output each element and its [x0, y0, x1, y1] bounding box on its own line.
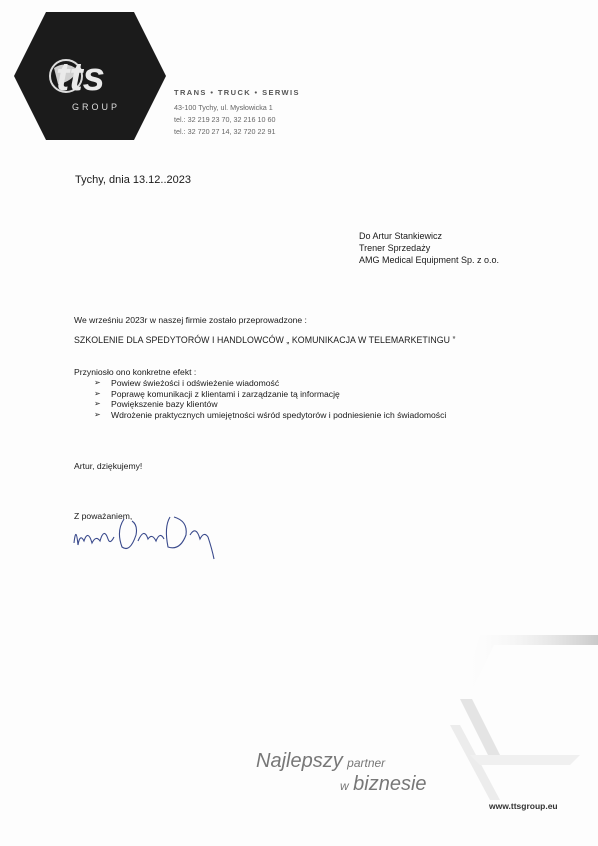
thanks-text: Artur, dziękujemy! — [74, 461, 143, 471]
list-item: ➢ Wdrożenie praktycznych umiejętności wśród spedytorów i podniesienie ich świadomości — [94, 409, 447, 420]
company-phone-2: tel.: 32 720 27 14, 32 720 22 91 — [174, 127, 276, 136]
handwritten-signature — [66, 505, 226, 563]
slogan-line-2: w biznesie — [340, 773, 427, 795]
regards-text: Z poważaniem, — [74, 511, 133, 521]
recipient-title: Trener Sprzedaży — [359, 243, 431, 253]
list-item: ➢ Powiew świeżości i odświeżenie wiadomość — [94, 378, 280, 388]
tts-group-logo — [14, 12, 166, 140]
svg-text:tts: tts — [56, 55, 105, 99]
effects-list — [94, 378, 446, 420]
website-link[interactable]: www.ttsgroup.eu — [489, 801, 558, 811]
bullet-arrow-icon: ➢ — [94, 388, 101, 398]
recipient-company: AMG Medical Equipment Sp. z o.o. — [359, 255, 500, 265]
decorative-chevrons — [430, 625, 598, 846]
effects-intro: Przyniosło ono konkretne efekt : — [74, 367, 197, 377]
company-info — [174, 88, 300, 138]
recipient-name: Do Artur Stankiewicz — [359, 231, 443, 241]
company-phone-1: tel.: 32 219 23 70, 32 216 10 60 — [174, 115, 276, 124]
bullet-arrow-icon: ➢ — [94, 399, 101, 408]
bullet-arrow-icon: ➢ — [94, 378, 101, 387]
list-item: ➢ Powiększenie bazy klientów — [94, 399, 218, 409]
slogan-line-1: Najlepszy partner — [256, 750, 386, 772]
company-address: 43-100 Tychy, ul. Mysłowicka 1 — [174, 103, 273, 112]
recipient-block — [359, 230, 499, 266]
svg-text:GROUP: GROUP — [72, 102, 121, 112]
bullet-arrow-icon: ➢ — [94, 409, 101, 419]
training-title: SZKOLENIE DLA SPEDYTORÓW I HANDLOWCÓW „ KOMUNIKACJA W TELEMARKETINGU ” — [74, 335, 456, 345]
company-tagline: TRANS • TRUCK • SERWIS — [174, 88, 300, 97]
list-item: ➢ Poprawę komunikacji z klientami i zarządzanie tą informację — [94, 388, 340, 399]
intro-text: We wrześniu 2023r w naszej firmie zostało przeprowadzone : — [74, 315, 307, 325]
letter-date: Tychy, dnia 13.12..2023 — [75, 174, 191, 186]
